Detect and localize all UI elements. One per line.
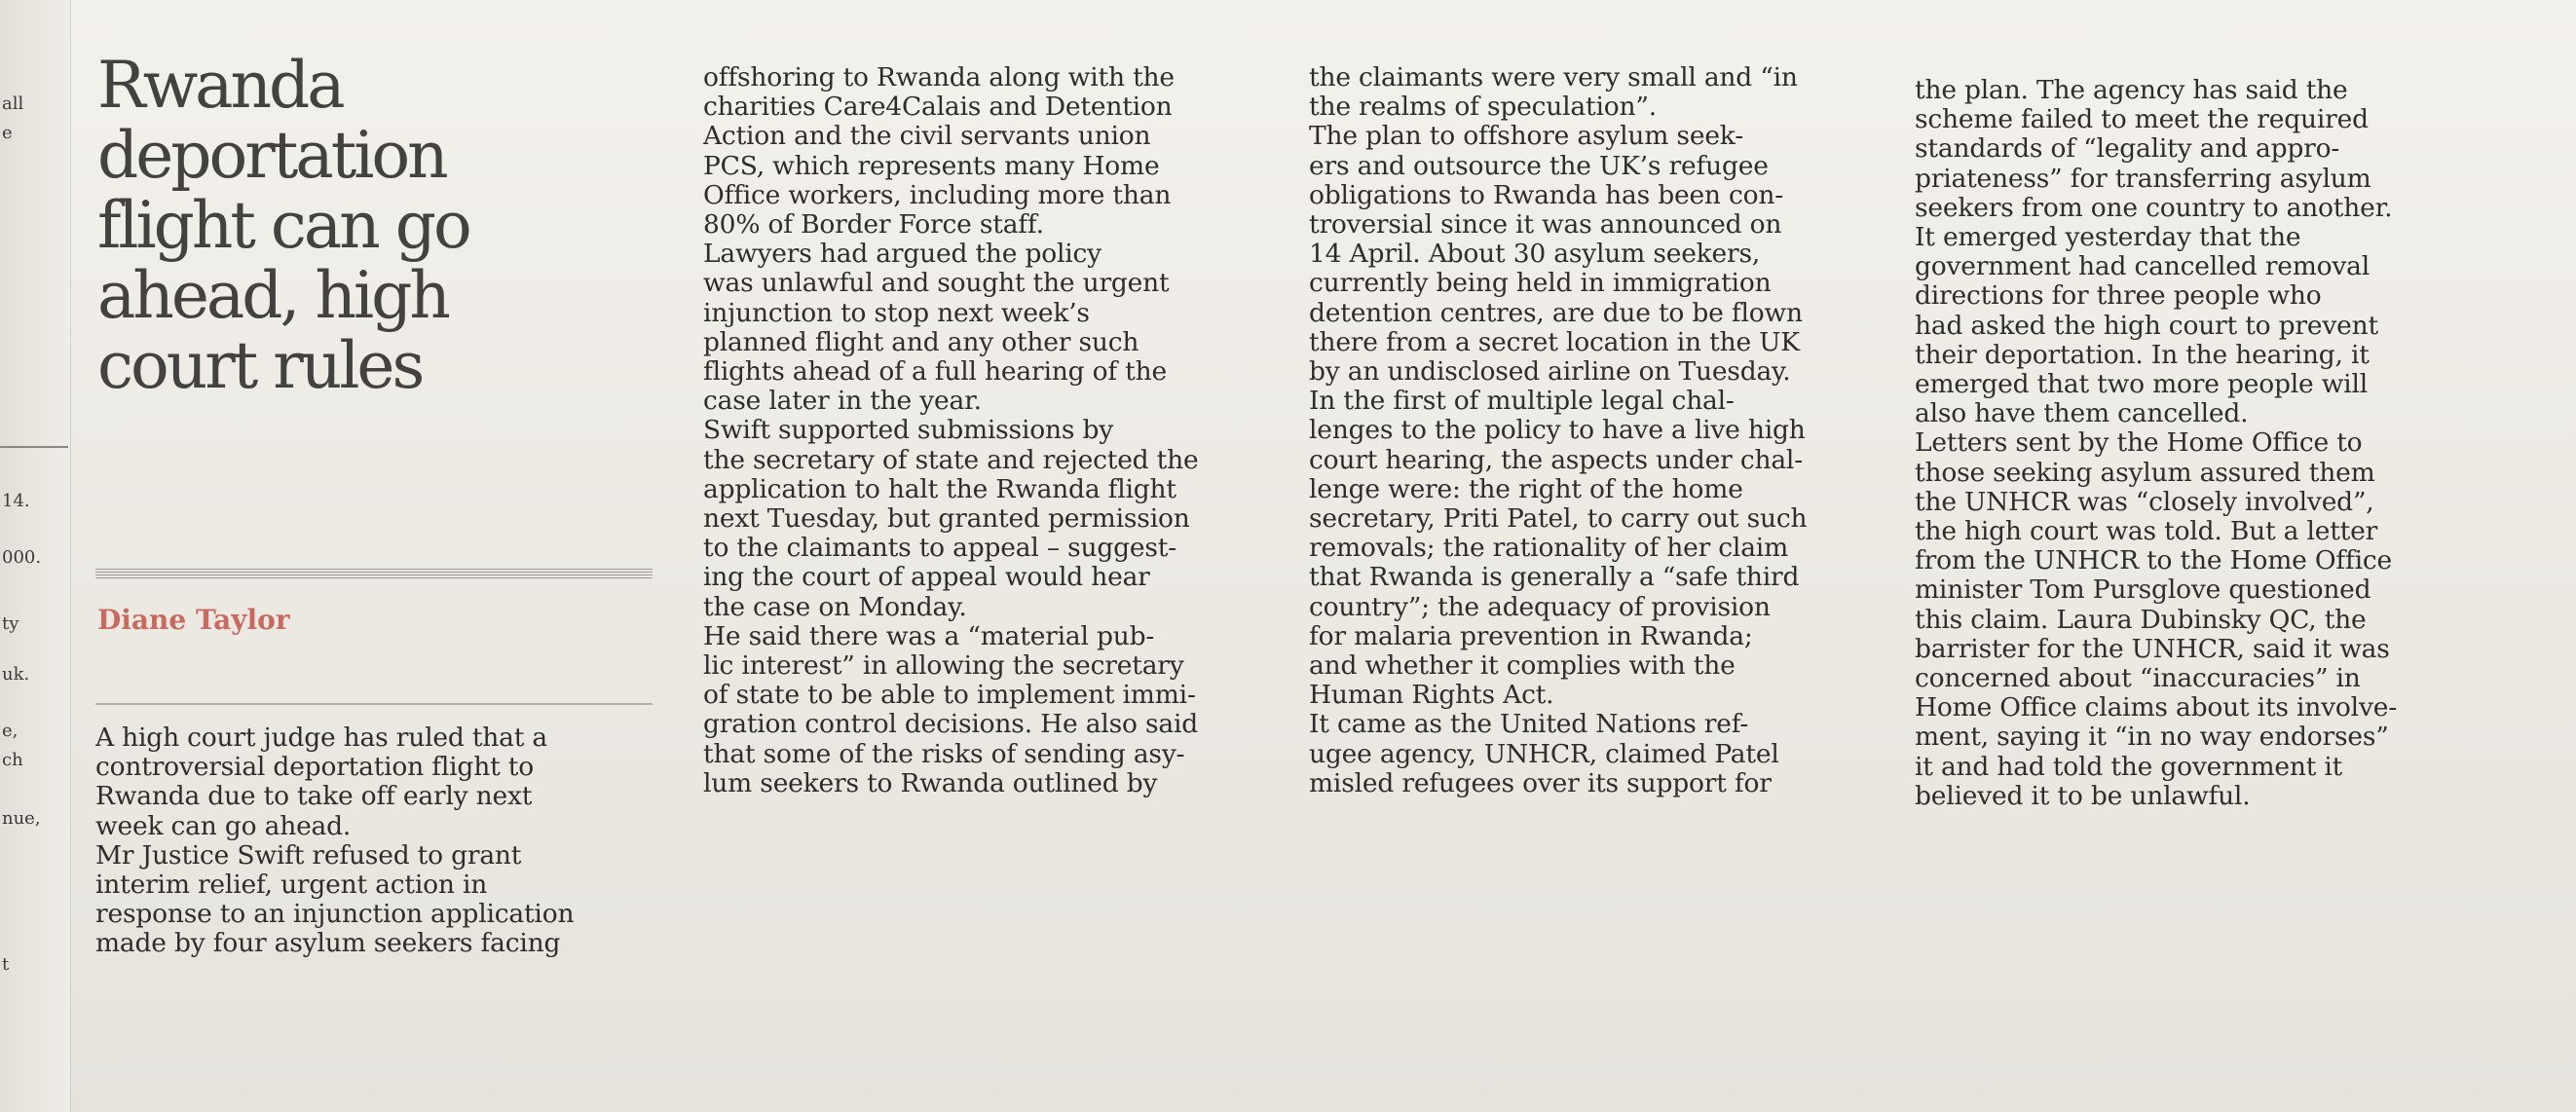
article-line: week can go ahead. <box>95 811 352 841</box>
article-line: interim relief, urgent action in <box>95 871 488 901</box>
article-line: the high court was told. But a letter <box>1915 517 2378 547</box>
article-line: the UNHCR was “closely involved”, <box>1915 487 2374 517</box>
article-line: for malaria prevention in Rwanda; <box>1309 621 1753 651</box>
gutter-fragment: e <box>2 123 13 143</box>
article-line: Home Office claims about its involve- <box>1915 693 2397 723</box>
article-line: application to halt the Rwanda flight <box>703 474 1176 504</box>
article-line: Letters sent by the Home Office to <box>1915 428 2363 459</box>
article-line: case later in the year. <box>703 387 982 417</box>
article-line: the plan. The agency has said the <box>1915 76 2348 105</box>
article-line: there from a secret location in the UK <box>1309 327 1800 357</box>
article-line: this claim. Laura Dubinsky QC, the <box>1915 605 2367 635</box>
previous-column-gutter <box>0 0 71 1112</box>
article-line: to the claimants to appeal – suggest- <box>703 534 1176 564</box>
article-line: concerned about “inaccuracies” in <box>1915 664 2361 694</box>
article-line: ugee agency, UNHCR, claimed Patel <box>1309 739 1779 769</box>
headline-line: Rwanda <box>97 48 343 123</box>
headline-line: flight can go <box>97 188 469 263</box>
headline-line: deportation <box>97 118 446 193</box>
gutter-fragment: 14. <box>2 491 30 511</box>
article-line: planned flight and any other such <box>703 327 1139 357</box>
article-line: the case on Monday. <box>703 592 967 622</box>
article-line: lenges to the policy to have a live high <box>1309 416 1806 446</box>
article-line: the secretary of state and rejected the <box>703 445 1199 475</box>
article-line: gration control decisions. He also said <box>703 710 1199 740</box>
article-line: lic interest” in allowing the secretary <box>703 651 1184 682</box>
article-column-2 <box>703 63 1268 798</box>
article-line: Action and the civil servants union <box>703 122 1151 152</box>
article-line: 14 April. About 30 asylum seekers, <box>1309 240 1761 270</box>
article-column-1 <box>95 723 660 959</box>
article-line: 80% of Border Force staff. <box>703 210 1044 241</box>
article-line: lenge were: the right of the home <box>1309 474 1743 504</box>
article-line: believed it to be unlawful. <box>1915 781 2251 811</box>
article-line: In the first of multiple legal chal- <box>1309 387 1735 417</box>
headline-line: court rules <box>97 328 423 403</box>
article-line: lum seekers to Rwanda outlined by <box>703 768 1158 798</box>
article-line: next Tuesday, but granted permission <box>703 504 1190 535</box>
gutter-fragment: uk. <box>2 664 30 685</box>
article-line: and whether it complies with the <box>1309 651 1736 682</box>
gutter-fragment: 000. <box>2 547 42 568</box>
article-line: It came as the United Nations ref- <box>1309 710 1749 740</box>
article-line: It emerged yesterday that the <box>1915 223 2301 253</box>
article-line: those seeking asylum assured them <box>1915 458 2375 488</box>
article-line: scheme failed to meet the required <box>1915 105 2369 135</box>
article-column-3 <box>1309 63 1874 798</box>
article-line: by an undisclosed airline on Tuesday. <box>1309 357 1791 388</box>
article-line: Swift supported submissions by <box>703 416 1114 446</box>
article-line: offshoring to Rwanda along with the <box>703 63 1175 93</box>
article-line: secretary, Priti Patel, to carry out such <box>1309 504 1808 535</box>
article-line: Human Rights Act. <box>1309 681 1554 711</box>
intro-rule <box>95 703 653 705</box>
article-line: it and had told the government it <box>1915 752 2343 782</box>
article-line: Lawyers had argued the policy <box>703 240 1101 270</box>
article-line: injunction to stop next week’s <box>703 298 1090 328</box>
article-line: the realms of speculation”. <box>1309 93 1657 123</box>
article-line: The plan to offshore asylum seek- <box>1309 122 1743 152</box>
article-line: controversial deportation flight to <box>95 753 534 783</box>
article-line: ers and outsource the UK’s refugee <box>1309 151 1769 181</box>
article-line: court hearing, the aspects under chal- <box>1309 445 1803 475</box>
article-line: A high court judge has ruled that a <box>95 723 548 753</box>
article-line: Office workers, including more than <box>703 180 1172 210</box>
article-line: ment, saying it “in no way endorses” <box>1915 723 2389 753</box>
article-line: directions for three people who <box>1915 281 2322 312</box>
article-line: detention centres, are due to be flown <box>1309 298 1803 328</box>
article-line: government had cancelled removal <box>1915 252 2371 282</box>
article-line: priateness” for transferring asylum <box>1915 164 2371 194</box>
article-line: misled refugees over its support for <box>1309 768 1772 798</box>
article-line: currently being held in immigration <box>1309 269 1772 299</box>
article-line: also have them cancelled. <box>1915 399 2249 429</box>
byline-rule <box>95 569 653 580</box>
article-line: charities Care4Calais and Detention <box>703 93 1173 123</box>
article-line: troversial since it was announced on <box>1309 210 1782 241</box>
article-line: standards of “legality and appro- <box>1915 134 2340 165</box>
article-column-4 <box>1915 76 2480 811</box>
gutter-fragment: nue, <box>2 808 41 829</box>
article-line: the claimants were very small and “in <box>1309 63 1798 93</box>
article-line: minister Tom Pursglove questioned <box>1915 575 2371 606</box>
article-line: Rwanda due to take off early next <box>95 782 533 812</box>
article-line: from the UNHCR to the Home Office <box>1915 546 2392 576</box>
article-line: flights ahead of a full hearing of the <box>703 357 1167 388</box>
article-line: ing the court of appeal would hear <box>703 563 1150 593</box>
article-line: PCS, which represents many Home <box>703 151 1160 181</box>
gutter-fragment: e, <box>2 721 19 741</box>
gutter-fragment: ty <box>2 613 19 634</box>
article-line: had asked the high court to prevent <box>1915 311 2378 341</box>
article-line: seekers from one country to another. <box>1915 193 2393 223</box>
article-line: barrister for the UNHCR, said it was <box>1915 634 2390 664</box>
article-line: country”; the adequacy of provision <box>1309 592 1771 622</box>
byline: Diane Taylor <box>97 604 290 636</box>
gutter-fragment: t <box>2 954 10 975</box>
article-line: He said there was a “material pub- <box>703 621 1155 651</box>
article-line: of state to be able to implement immi- <box>703 681 1196 711</box>
article-line: that Rwanda is generally a “safe third <box>1309 563 1800 593</box>
gutter-fragment: all <box>2 93 24 114</box>
article-line: was unlawful and sought the urgent <box>703 269 1170 299</box>
article-line: removals; the rationality of her claim <box>1309 534 1789 564</box>
article-line: that some of the risks of sending asy- <box>703 739 1185 769</box>
article-line: Mr Justice Swift refused to grant <box>95 840 522 871</box>
gutter-fragment: ch <box>2 750 23 770</box>
headline <box>97 48 662 403</box>
article-line: made by four asylum seekers facing <box>95 929 561 959</box>
gutter-rule <box>0 446 68 448</box>
article-line: obligations to Rwanda has been con- <box>1309 180 1784 210</box>
article-line: response to an injunction application <box>95 900 575 930</box>
headline-line: ahead, high <box>97 258 448 333</box>
article-line: their deportation. In the hearing, it <box>1915 340 2370 370</box>
article-line: emerged that two more people will <box>1915 370 2369 400</box>
